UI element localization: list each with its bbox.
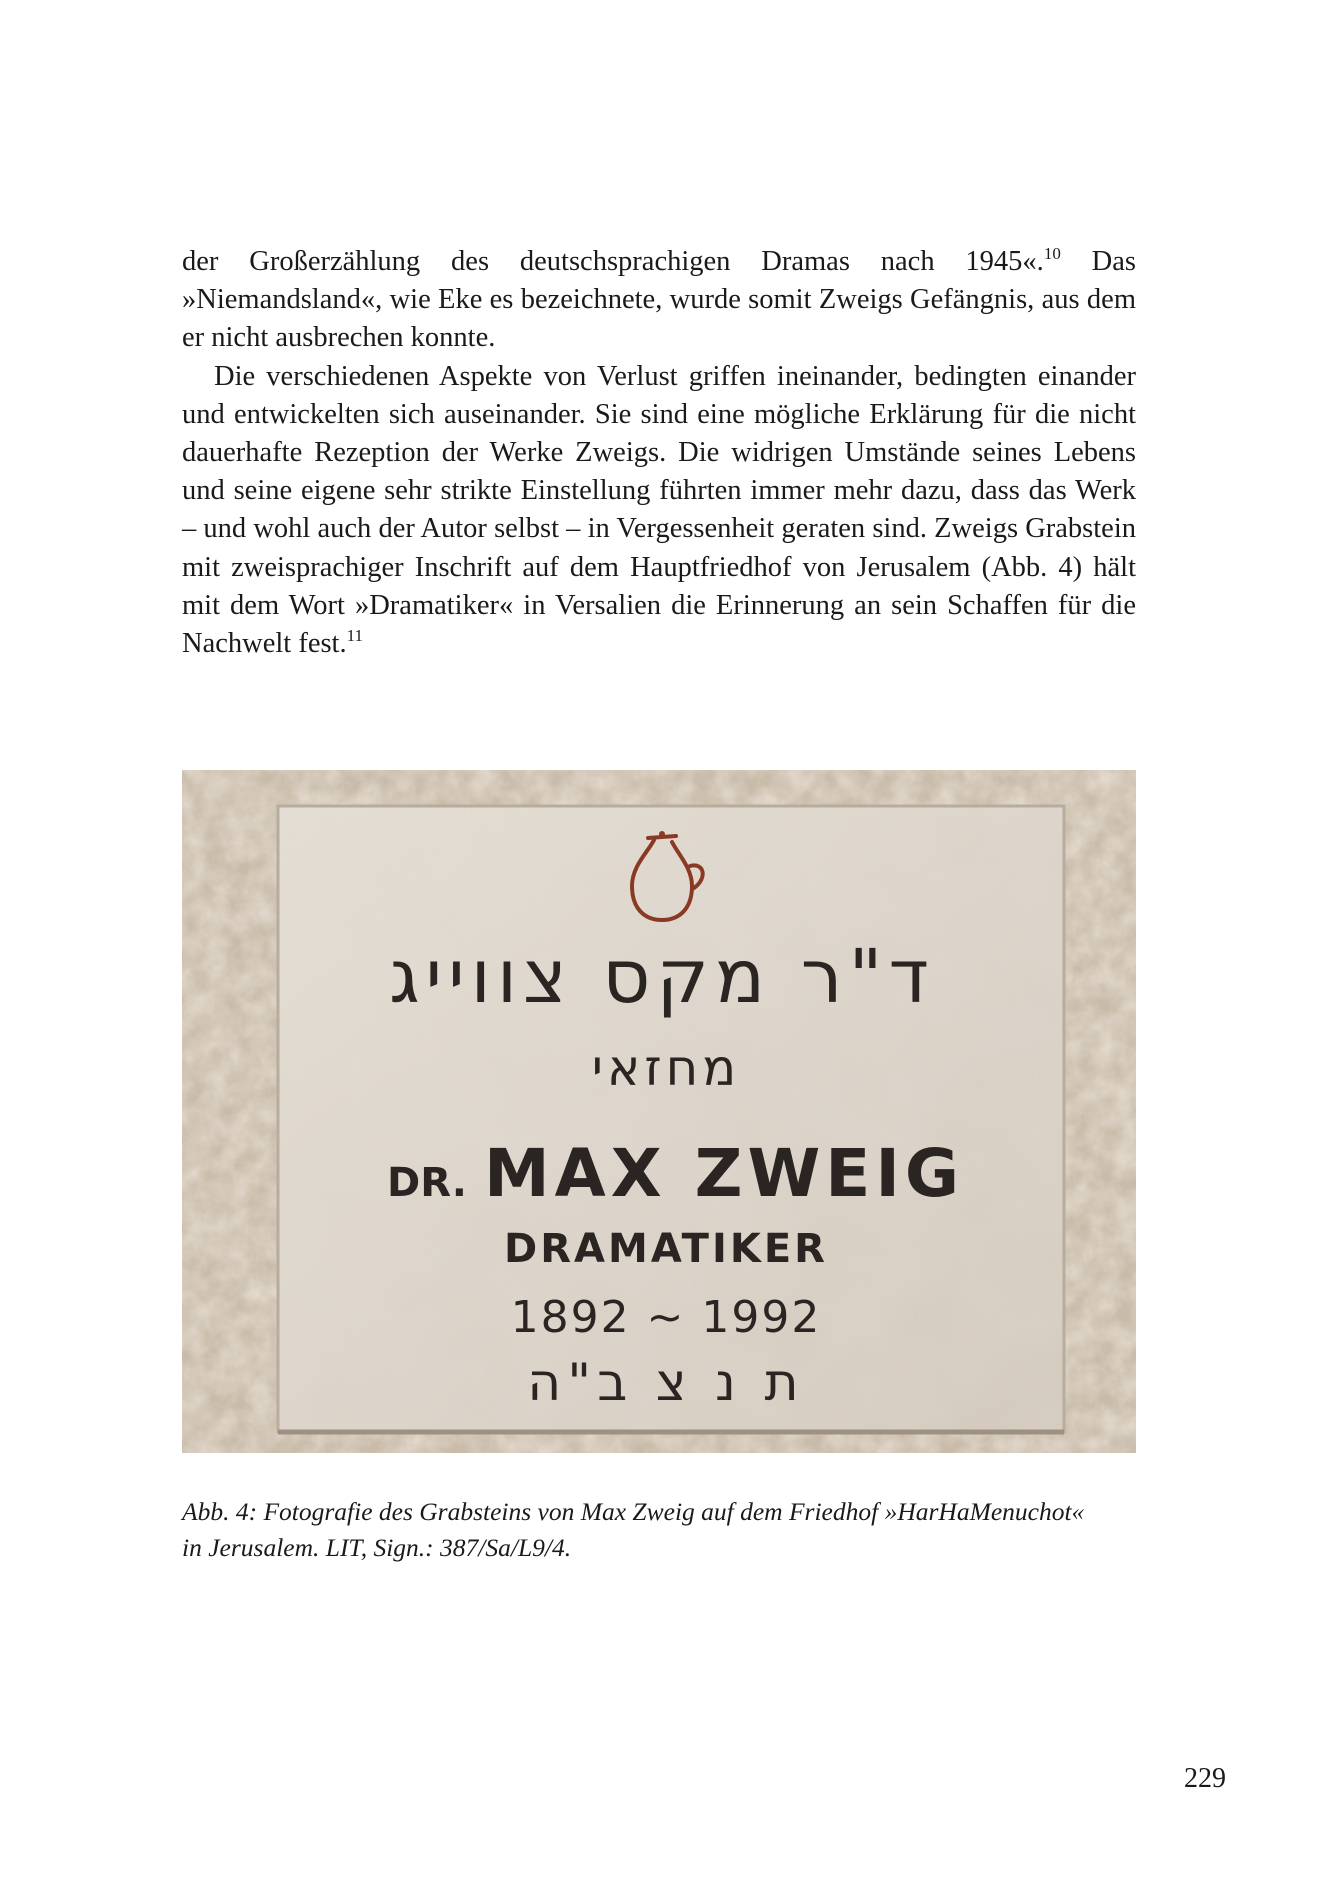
paragraph-1-text-a: der Großerzählung des deutschsprachigen Dramas nach 1945«. — [182, 246, 1044, 277]
plaque-profession: DRAMATIKER — [504, 1226, 828, 1272]
caption-line-2: in Jerusalem. LIT, Sign.: 387/Sa/L9/4. — [182, 1533, 572, 1562]
paragraph-2-text: Die verschiedenen Aspekte von Verlust griffen ineinander, bedingten einander und entwickelten sich auseinander. Sie sind eine mögliche Erklärung für die nicht dauerhafte Rezeption der Werke Zweigs. Die widrigen Umstände seines Lebens und seine eigene sehr strikte Einstellung führten immer mehr dazu, dass das Werk – und wohl auch der Autor selbst – in Vergessenheit geraten sind. Zweigs Grabstein mit zweisprachiger Inschrift auf dem Hauptfriedhof von Jerusalem (Abb. 4) hält mit dem Wort »Dramatiker« in Versalien die Erinnerung an sein Schaffen für die Nachwelt fest. — [182, 360, 1136, 660]
figure-caption — [182, 1494, 1136, 1566]
gravestone-photo — [182, 770, 1136, 1453]
plaque-hebrew-abbreviation: ת נ צ ב"ה — [527, 1353, 805, 1413]
footnote-ref-10[interactable]: 10 — [1043, 244, 1061, 263]
plaque-years: 1892 ~ 1992 — [510, 1292, 822, 1343]
page-number: 229 — [1184, 1763, 1226, 1794]
plaque-latin-prefix: DR. — [387, 1160, 467, 1206]
plaque-hebrew-title: מחזאי — [591, 1039, 741, 1097]
footnote-ref-11[interactable]: 11 — [346, 626, 363, 646]
caption-line-1: Abb. 4: Fotografie des Grabsteins von Max Zweig auf dem Friedhof »HarHaMenuchot« — [182, 1497, 1085, 1526]
paragraph-1 — [182, 243, 1136, 358]
plaque-hebrew-name: ד"ר מקס צווייג — [389, 934, 935, 1020]
body-text — [182, 243, 1136, 663]
paragraph-2 — [182, 358, 1136, 664]
paragraph-1-text-b: Das »Niemandsland«, wie Eke es bezeichnete, wurde somit Zweigs Gefängnis, aus dem er nicht ausbrechen konnte. — [182, 246, 1136, 354]
plaque-latin-name: MAX ZWEIG — [484, 1135, 965, 1212]
